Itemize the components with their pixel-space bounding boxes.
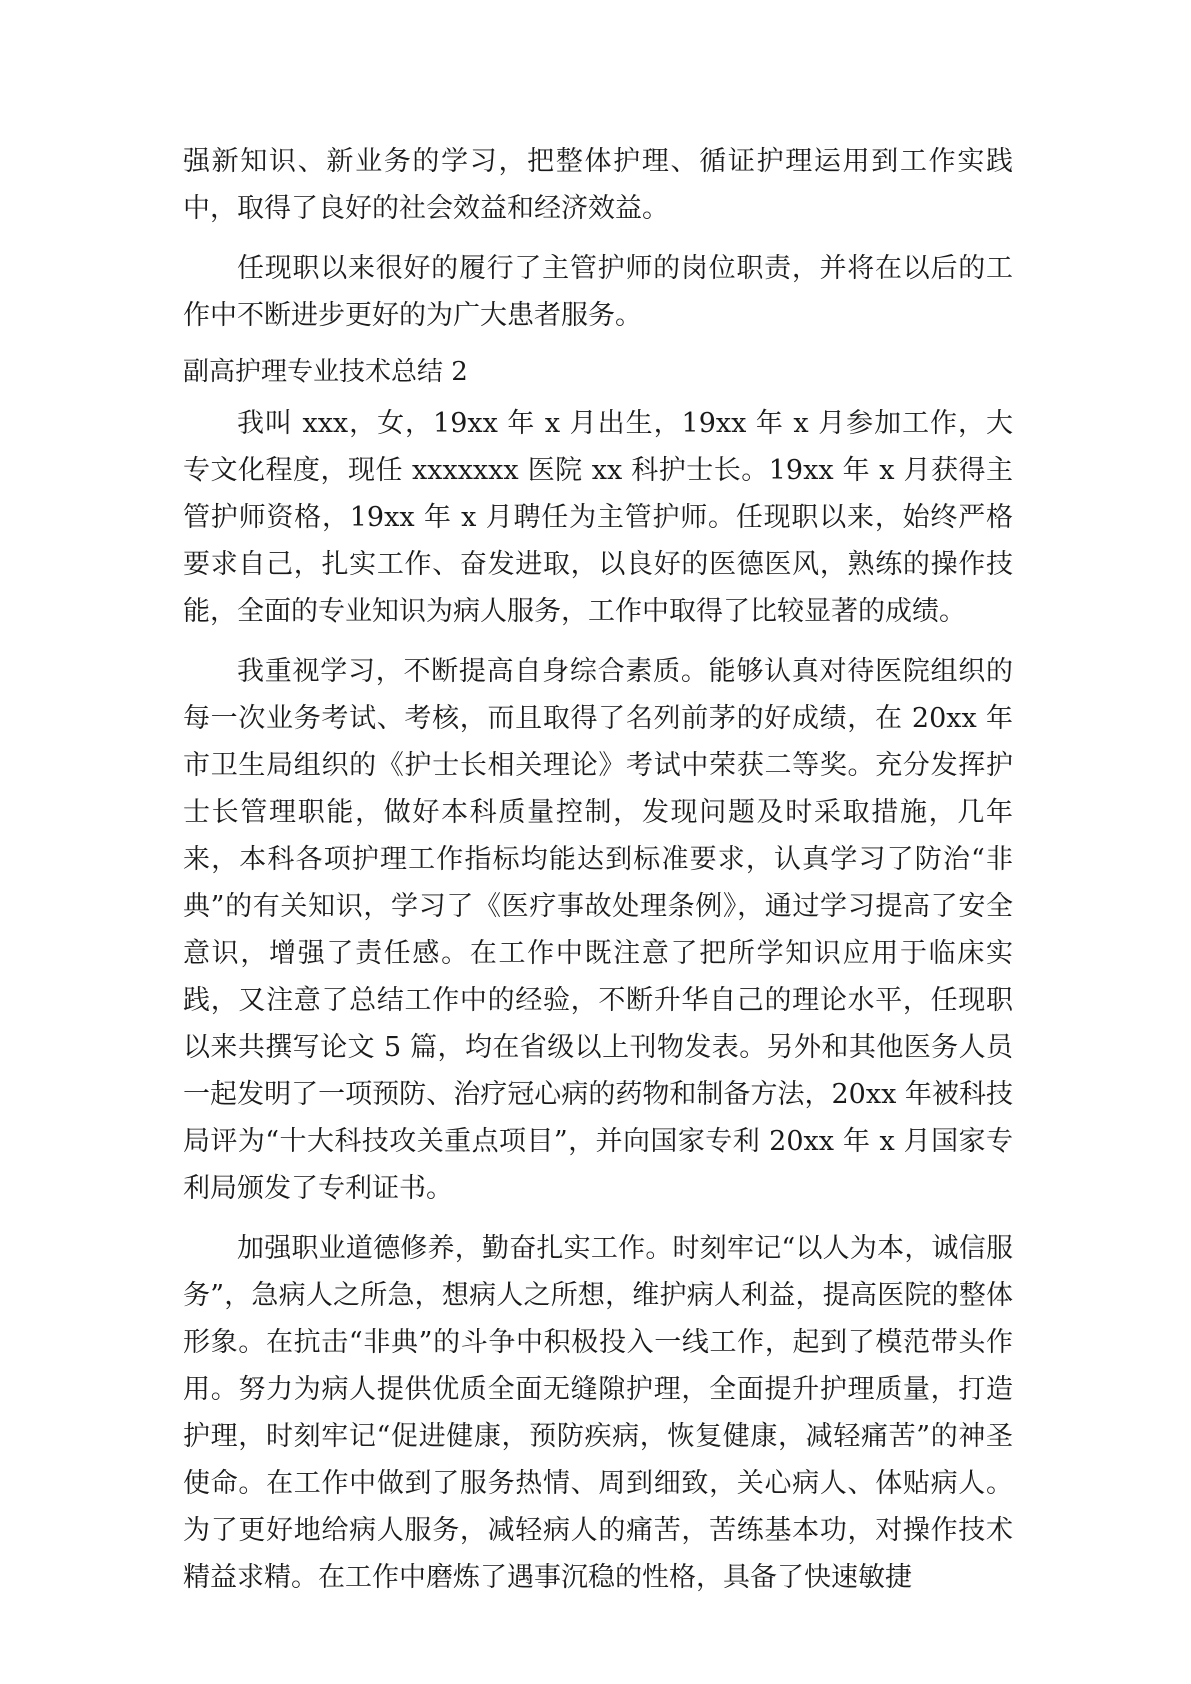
paragraph-professional-ethics: 加强职业道德修养，勤奋扎实工作。时刻牢记“以人为本，诚信服务”，急病人之所急，想病人之所想，维护病人利益，提高医院的整体形象。在抗击“非典”的斗争中积极投入一线工作，起到了模范带头作用。努力为病人提供优质全面无缝隙护理，全面提升护理质量，打造护理，时刻牢记“促进健康，预防疾病，恢复健康，减轻痛苦”的神圣使命。在工作中做到了服务热情、周到细致，关心病人、体贴病人。为了更好地给病人服务，减轻病人的痛苦，苦练基本功，对操作技术精益求精。在工作中磨炼了遇事沉稳的性格，具备了快速敏捷: [183, 1233, 1013, 1593]
section-title: 副高护理专业技术总结 2: [183, 357, 468, 387]
paragraph-personal-introduction: 我叫 xxx，女，19xx 年 x 月出生，19xx 年 x 月参加工作，大专文化程度，现任 xxxxxxx 医院 xx 科护士长。19xx 年 x 月获得主管护师资格，19xx 年 x 月聘任为主管护师。任现职以来，始终严格要求自己，扎实工作、奋发进取，以良好的医德医风，熟练的操作技能，全面的专业知识为病人服务，工作中取得了比较显著的成绩。: [183, 408, 1013, 627]
document-body: [183, 138, 1013, 1614]
paragraph-duties-summary: 任现职以来很好的履行了主管护师的岗位职责，并将在以后的工作中不断进步更好的为广大患者服务。: [183, 253, 1013, 331]
paragraph-continued-from-previous-page: 强新知识、新业务的学习，把整体护理、循证护理运用到工作实践中，取得了良好的社会效益和经济效益。: [183, 146, 1013, 224]
paragraph-learning-and-achievements: 我重视学习，不断提高自身综合素质。能够认真对待医院组织的每一次业务考试、考核，而且取得了名列前茅的好成绩，在 20xx 年市卫生局组织的《护士长相关理论》考试中荣获二等奖。充分发挥护士长管理职能，做好本科质量控制，发现问题及时采取措施，几年来，本科各项护理工作指标均能达到标准要求，认真学习了防治“非典”的有关知识，学习了《医疗事故处理条例》，通过学习提高了安全意识，增强了责任感。在工作中既注意了把所学知识应用于临床实践，又注意了总结工作中的经验，不断升华自己的理论水平，任现职以来共撰写论文 5 篇，均在省级以上刊物发表。另外和其他医务人员一起发明了一项预防、治疗冠心病的药物和制备方法，20xx 年被科技局评为“十大科技攻关重点项目”，并向国家专利 20xx 年 x 月国家专利局颁发了专利证书。: [183, 656, 1013, 1204]
